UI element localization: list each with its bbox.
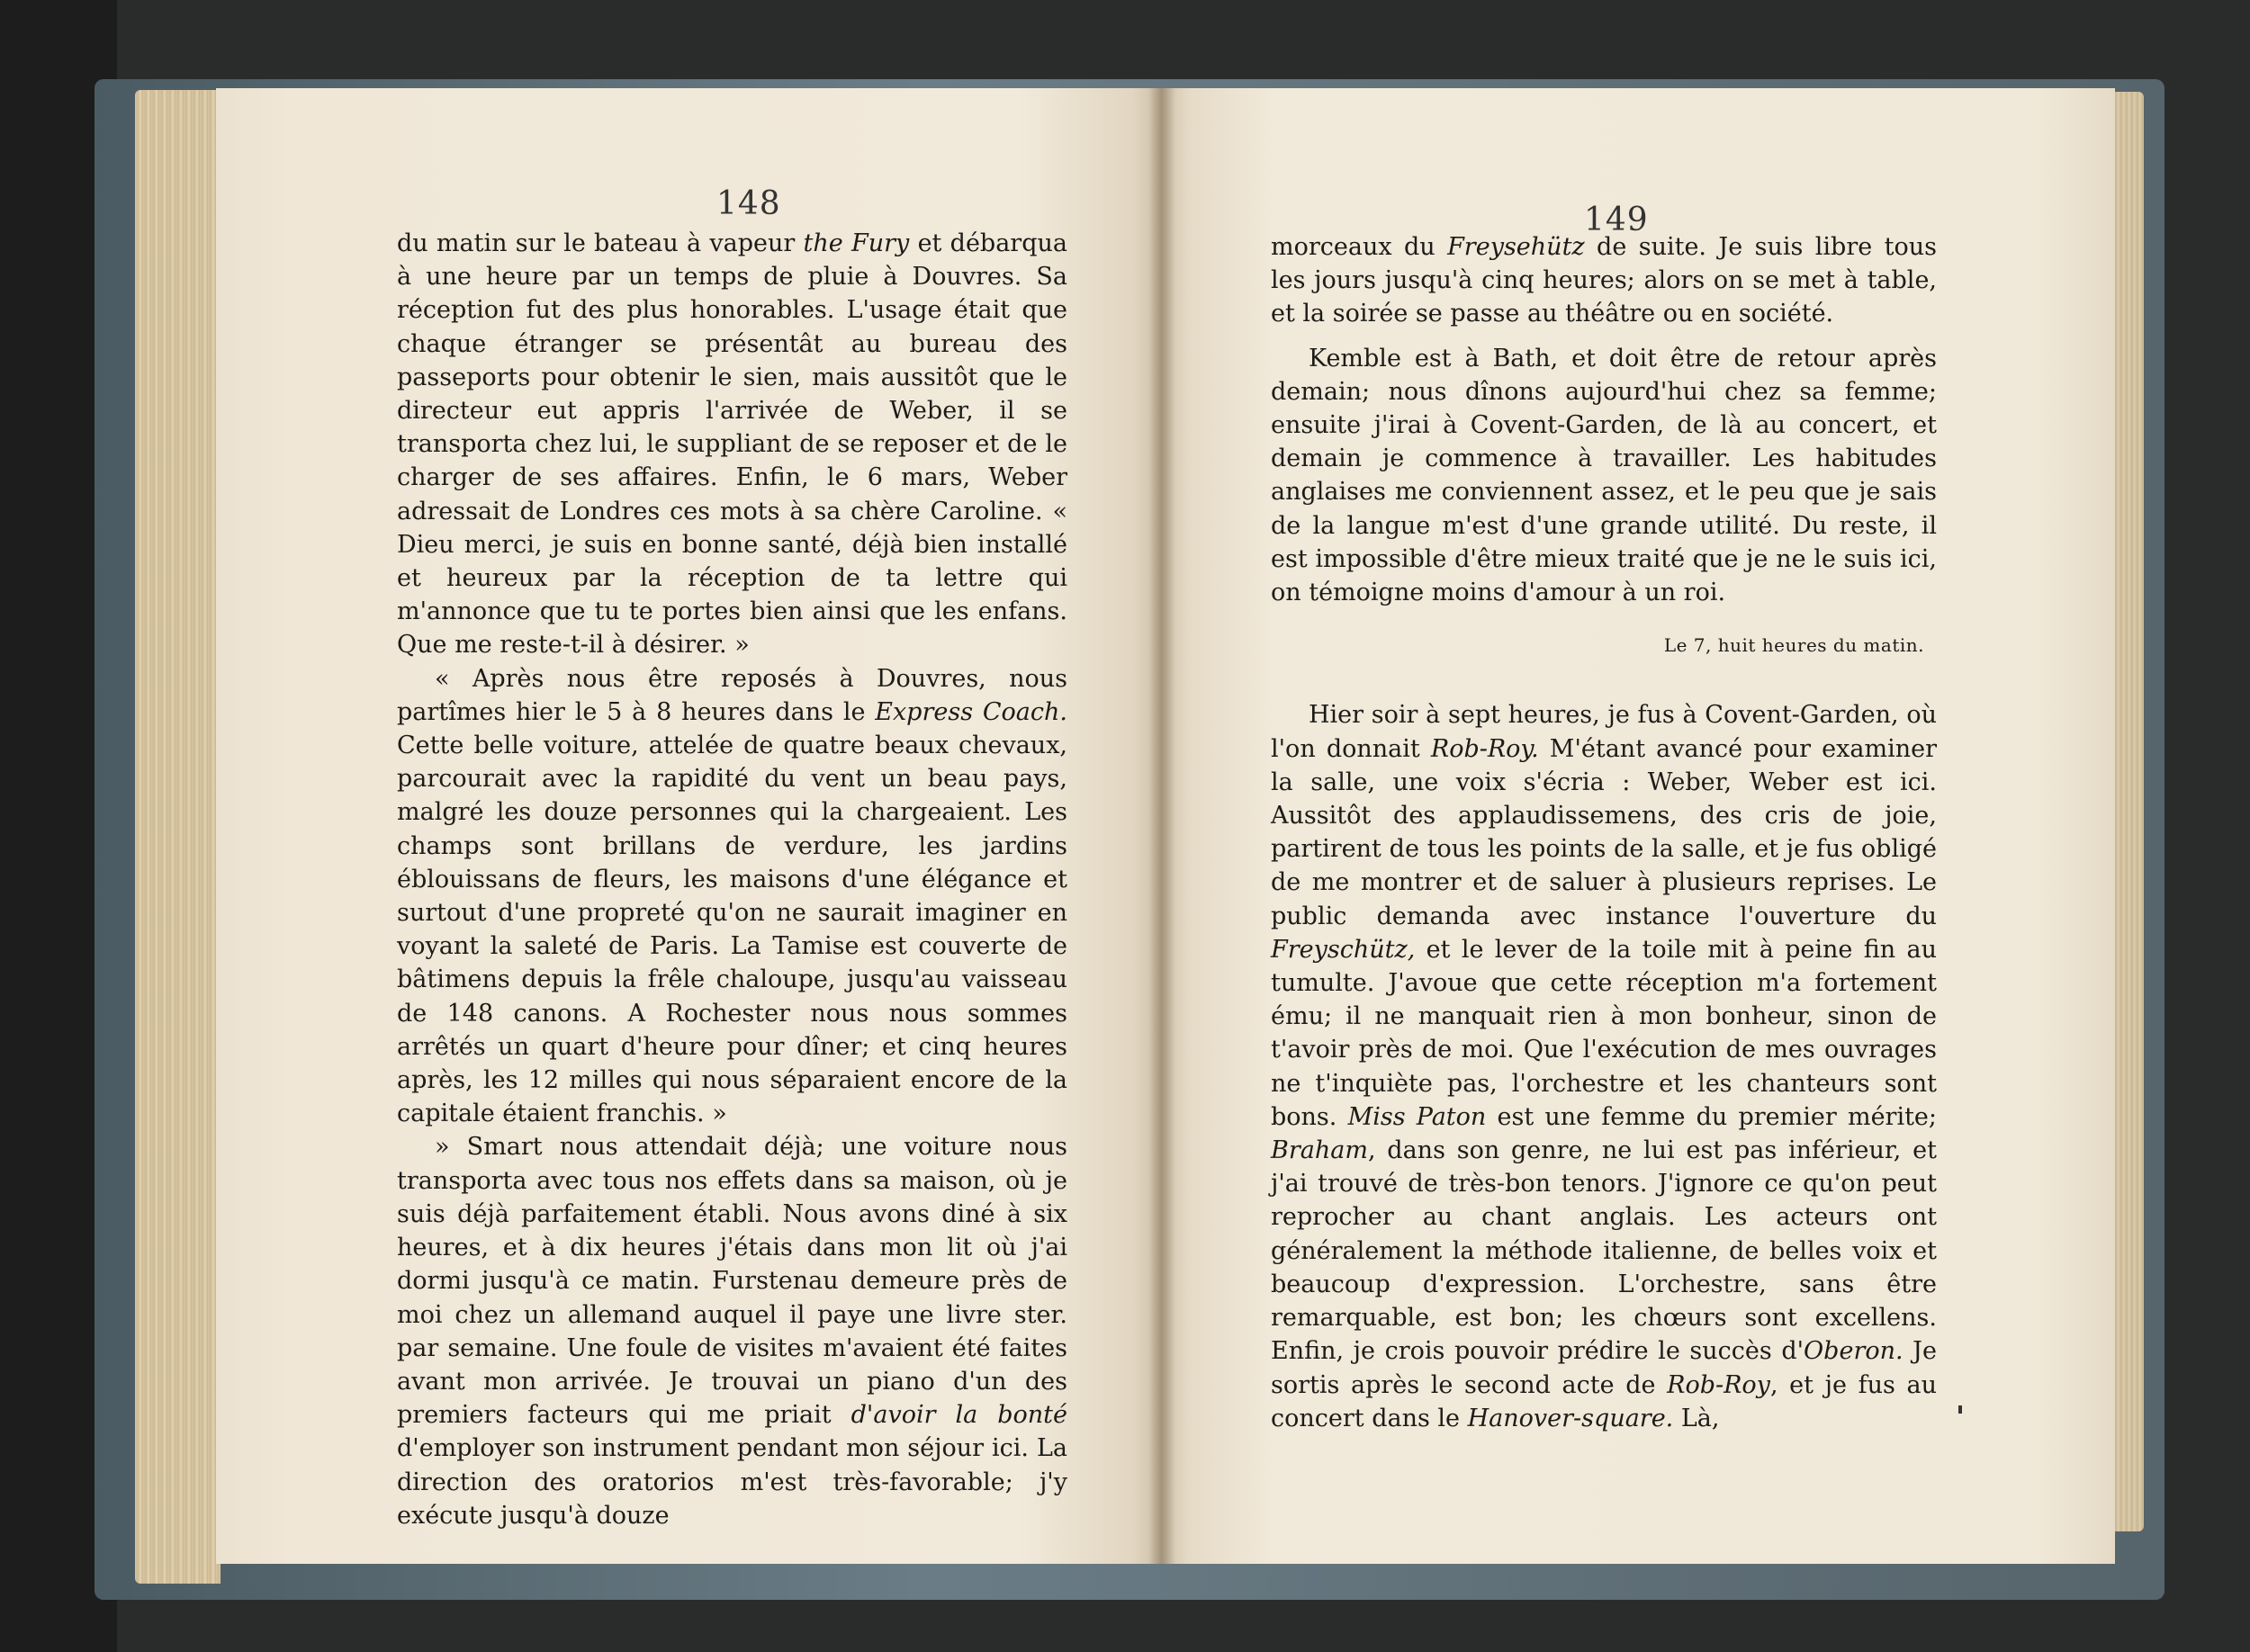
italic-title: Oberon. [1804,1337,1904,1366]
italic-title: Express Coach. [875,697,1067,726]
book-gutter [1148,88,1175,1564]
right-page-number: 149 [1584,202,1649,238]
right-paragraph: Hier soir à sept heures, je fus à Covent-Garden, où l'on donnait Rob-Roy. M'étant avancé pour examiner la salle, une voix s'écria : Weber, Weber est ici. Aussitôt des applaudissemens, des cris de joie, partirent de tous les points de la salle, et je fus obligé de me montrer et de saluer à plusieurs reprises. Le public demanda avec instance l'ouverture du Freyschütz, et le lever de la toile mit à peine fin au tumulte. J'avoue que cette réception m'a fortement ému; il ne manquait rien à mon bonheur, sinon de t'avoir près de moi. Que l'exécution de mes ouvrages ne t'inquiète pas, l'orchestre et les chanteurs sont bons. Miss Paton est une femme du premier mérite; Braham, dans son genre, ne lui est pas inférieur, et j'ai trouvé de très-bon tenors. J'ignore ce qu'on peut reprocher au chant anglais. Les acteurs ont généralement la méthode italienne, de belles voix et beaucoup d'expression. L'orchestre, sans être remarquable, est bon; les chœurs sont excellens. Enfin, je crois pouvoir prédire le succès d'Oberon. Je sortis après le second acte de Rob-Roy, et je fus au concert dans le Hanover-square. Là, [1271,701,1938,1432]
italic-title: Hanover-square. [1467,1404,1674,1432]
italic-title: Rob-Roy [1667,1370,1770,1399]
italic-title: Miss Paton [1347,1102,1487,1131]
page-edges-left [135,90,220,1584]
right-page-text [1271,230,1937,1435]
left-paragraph: « Après nous être reposés à Douvres, nous partîmes hier le 5 à 8 heures dans le Express Coach. Cette belle voiture, attelée de quatre beaux chevaux, parcourait avec la rapidité du vent un beau pays, malgré les douze personnes qui la chargeaient. Les champs sont brillans de verdure, les jardins éblouissans de fleurs, les maisons d'une élégance et surtout d'une propreté qu'on ne saurait imaginer en voyant la saleté de Paris. La Tamise est couverte de bâtimens depuis la frêle chaloupe, jusqu'au vaisseau de 148 canons. A Rochester nous nous sommes arrêtés un quart d'heure pour dîner; et cinq heures après, les 12 milles qui nous séparaient encore de la capitale étaient franchis. » [397,664,1067,1128]
left-page-text [397,227,1067,1532]
italic-title: Freyschütz, [1271,935,1416,964]
left-page-number: 148 [716,185,781,222]
italic-title: the Fury [803,229,910,257]
italic-title: Rob-Roy. [1430,734,1539,763]
left-paragraph: du matin sur le bateau à vapeur the Fury et débarqua à une heure par un temps de pluie à Douvres. Sa réception fut des plus honorables. L'usage était que chaque étranger se présentât au bureau des passeports pour obtenir le sien, mais aussitôt que le directeur eut appris l'arrivée de Weber, il se transporta chez lui, le suppliant de se reposer et de le charger de ses affaires. Enfin, le 6 mars, Weber adressait de Londres ces mots à sa chère Caroline. « Dieu merci, je suis en bonne santé, déjà bien installé et heureux par la réception de ta lettre qui m'annonce que tu te portes bien ainsi que les enfans. Que me reste-t-il à désirer. » [397,229,1067,660]
left-paragraph: » Smart nous attendait déjà; une voiture nous transporta avec tous nos effets dans sa maison, où je suis déjà parfaitement établi. Nous avons diné à six heures, et à dix heures j'étais dans mon lit où j'ai dormi jusqu'à ce matin. Furstenau demeure près de moi chez un allemand auquel il paye une livre ster. par semaine. Une foule de visites m'avaient été faites avant mon arrivée. Je trouvai un piano d'un des premiers facteurs qui me priait d'avoir la bonté d'employer son instrument pendant mon séjour ici. La direction des oratorios m'est très-favorable; j'y exécute jusqu'à douze [397,1133,1067,1530]
right-paragraph: Kemble est à Bath, et doit être de retour après demain; nous dînons aujourd'hui chez sa femme; ensuite j'irai à Covent-Garden, de là au concert, et demain je commence à travailler. Les habitudes anglaises me conviennent assez, et le peu que je sais de la langue m'est d'une grande utilité. Du reste, il est impossible d'être mieux traité que je ne le suis ici, on témoigne moins d'amour à un roi. [1271,344,1937,607]
letter-dateline: Le 7, huit heures du matin. [1663,634,1924,657]
italic-title: Braham [1271,1136,1368,1165]
italic-title: Freysehütz [1447,233,1585,261]
right-paragraph: morceaux du Freysehütz de suite. Je suis libre tous les jours jusqu'à cinq heures; alors on se met à table, et la soirée se passe au théâtre ou en société. [1271,233,1937,328]
ink-mark [1958,1405,1962,1414]
italic-title: d'avoir la bonté [850,1401,1067,1430]
